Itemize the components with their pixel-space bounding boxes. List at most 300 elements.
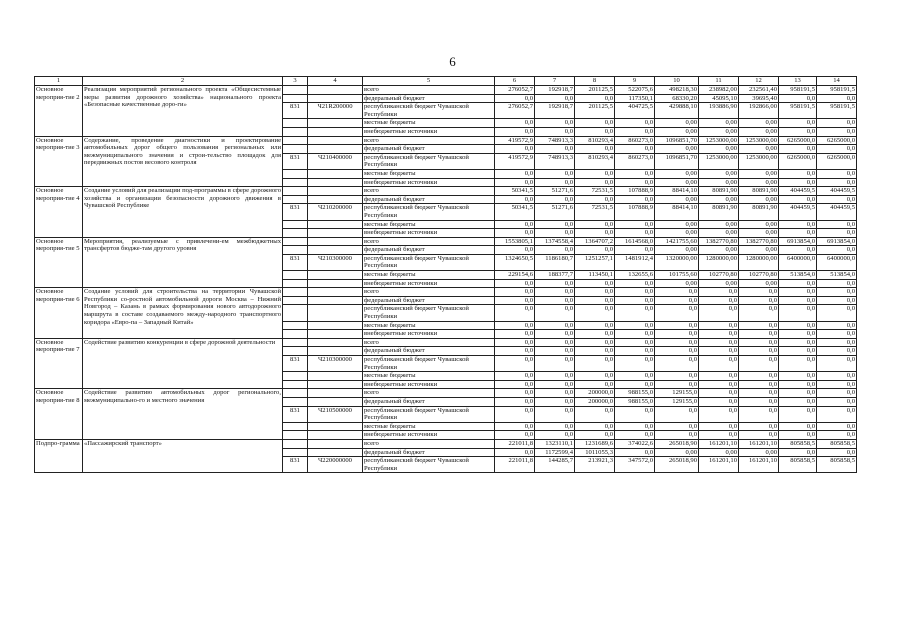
funding-value: 0,0 <box>615 372 655 381</box>
funding-value: 129155,0 <box>655 397 699 406</box>
classification-code <box>308 288 363 297</box>
funding-value: 0,0 <box>779 356 817 372</box>
classification-code <box>308 380 363 389</box>
grbs-code <box>283 136 308 145</box>
funding-value: 6913854,0 <box>817 237 857 246</box>
funding-source: федеральный бюджет <box>363 145 495 154</box>
funding-value: 0,0 <box>655 288 699 297</box>
funding-value: 0,0 <box>495 178 535 187</box>
funding-value: 0,0 <box>739 372 779 381</box>
funding-value: 0,0 <box>817 330 857 339</box>
funding-value: 0,0 <box>535 119 575 128</box>
measure-type: Основное мероприя-тие 4 <box>35 187 83 238</box>
classification-code <box>308 279 363 288</box>
funding-value: 0,0 <box>817 178 857 187</box>
funding-value: 0,0 <box>575 220 615 229</box>
column-number-row <box>35 77 857 86</box>
funding-value: 404459,5 <box>779 204 817 220</box>
measure-description: «Пассажирский транспорт» <box>83 439 283 472</box>
funding-value: 0,0 <box>779 246 817 255</box>
funding-value: 0,0 <box>655 305 699 321</box>
funding-value: 1320000,00 <box>655 254 699 270</box>
funding-value: 0,0 <box>495 279 535 288</box>
funding-value: 276052,7 <box>495 103 535 119</box>
funding-value: 0,0 <box>615 229 655 238</box>
funding-source: местные бюджеты <box>363 169 495 178</box>
grbs-code <box>283 397 308 406</box>
funding-value: 88414,10 <box>655 187 699 196</box>
funding-value: 988155,0 <box>615 389 655 398</box>
funding-value: 404459,5 <box>817 204 857 220</box>
funding-value: 80891,90 <box>739 187 779 196</box>
funding-value: 0,00 <box>655 448 699 457</box>
funding-value: 0,0 <box>779 169 817 178</box>
grbs-code <box>283 389 308 398</box>
funding-value: 265018,90 <box>655 439 699 448</box>
classification-code <box>308 145 363 154</box>
funding-value: 0,0 <box>615 220 655 229</box>
funding-value: 1253000,00 <box>739 136 779 145</box>
funding-value: 0,0 <box>615 279 655 288</box>
funding-value: 0,00 <box>739 127 779 136</box>
funding-value: 0,0 <box>779 279 817 288</box>
funding-value: 0,0 <box>779 220 817 229</box>
grbs-code <box>283 305 308 321</box>
funding-value: 0,0 <box>699 422 739 431</box>
funding-value: 958191,5 <box>779 86 817 95</box>
grbs-code <box>283 220 308 229</box>
funding-source: внебюджетные источники <box>363 178 495 187</box>
funding-value: 429888,10 <box>655 103 699 119</box>
funding-value: 50341,5 <box>495 204 535 220</box>
funding-value: 0,0 <box>817 279 857 288</box>
funding-value: 0,0 <box>817 288 857 297</box>
funding-value: 0,0 <box>817 305 857 321</box>
column-number: 13 <box>779 77 817 86</box>
funding-value: 72531,5 <box>575 204 615 220</box>
funding-value: 39695,40 <box>739 94 779 103</box>
funding-value: 161201,10 <box>699 439 739 448</box>
funding-source: внебюджетные источники <box>363 127 495 136</box>
classification-code <box>308 246 363 255</box>
funding-value: 0,0 <box>739 330 779 339</box>
funding-value: 0,0 <box>779 347 817 356</box>
funding-value: 0,0 <box>817 422 857 431</box>
table-row <box>35 389 857 398</box>
classification-code <box>308 237 363 246</box>
funding-value: 0,0 <box>575 305 615 321</box>
funding-value: 0,0 <box>655 347 699 356</box>
funding-value: 0,0 <box>699 356 739 372</box>
funding-value: 88414,10 <box>655 204 699 220</box>
grbs-code <box>283 246 308 255</box>
funding-value: 0,0 <box>495 305 535 321</box>
funding-source: местные бюджеты <box>363 271 495 280</box>
funding-value: 404459,5 <box>779 187 817 196</box>
column-number: 9 <box>615 77 655 86</box>
budget-table-body <box>35 77 857 473</box>
funding-value: 0,00 <box>699 119 739 128</box>
funding-source: всего <box>363 136 495 145</box>
funding-value: 0,0 <box>779 296 817 305</box>
classification-code: Ч210300000 <box>308 356 363 372</box>
funding-value: 0,0 <box>655 372 699 381</box>
measure-type: Подпро-грамма <box>35 439 83 472</box>
funding-value: 0,0 <box>535 389 575 398</box>
funding-value: 0,0 <box>575 347 615 356</box>
funding-value: 0,0 <box>575 229 615 238</box>
classification-code <box>308 136 363 145</box>
funding-value: 0,0 <box>615 422 655 431</box>
classification-code <box>308 422 363 431</box>
funding-value: 0,0 <box>779 338 817 347</box>
funding-value: 0,0 <box>575 145 615 154</box>
measure-type: Основное мероприя-тие 3 <box>35 136 83 187</box>
grbs-code <box>283 229 308 238</box>
classification-code <box>308 127 363 136</box>
funding-value: 50341,5 <box>495 187 535 196</box>
funding-value: 0,00 <box>655 195 699 204</box>
funding-value: 51271,6 <box>535 204 575 220</box>
funding-value: 113450,1 <box>575 271 615 280</box>
funding-source: внебюджетные источники <box>363 229 495 238</box>
funding-value: 0,0 <box>575 279 615 288</box>
funding-value: 805858,5 <box>779 439 817 448</box>
funding-value: 0,0 <box>495 406 535 422</box>
funding-value: 0,0 <box>535 330 575 339</box>
funding-source: всего <box>363 338 495 347</box>
funding-value: 0,0 <box>779 145 817 154</box>
funding-value: 0,0 <box>495 246 535 255</box>
grbs-code <box>283 448 308 457</box>
classification-code <box>308 321 363 330</box>
funding-value: 201125,5 <box>575 86 615 95</box>
funding-value: 1614568,0 <box>615 237 655 246</box>
funding-value: 200000,0 <box>575 397 615 406</box>
grbs-code <box>283 145 308 154</box>
funding-value: 958191,5 <box>817 103 857 119</box>
funding-value: 192866,00 <box>739 103 779 119</box>
table-row <box>35 136 857 145</box>
funding-value: 347572,0 <box>615 457 655 473</box>
grbs-code <box>283 347 308 356</box>
funding-source: всего <box>363 389 495 398</box>
funding-value: 0,0 <box>535 229 575 238</box>
grbs-code: 831 <box>283 204 308 220</box>
funding-value: 0,00 <box>739 195 779 204</box>
funding-value: 0,0 <box>655 356 699 372</box>
funding-value: 0,0 <box>739 347 779 356</box>
funding-value: 0,0 <box>495 422 535 431</box>
funding-value: 0,00 <box>655 127 699 136</box>
funding-value: 0,0 <box>779 330 817 339</box>
funding-value: 0,0 <box>779 389 817 398</box>
funding-value: 0,00 <box>655 145 699 154</box>
funding-value: 0,0 <box>655 431 699 440</box>
classification-code <box>308 448 363 457</box>
funding-value: 0,0 <box>779 380 817 389</box>
funding-source: республиканский бюджет Чувашской Республики <box>363 153 495 169</box>
funding-value: 0,0 <box>779 305 817 321</box>
funding-value: 0,0 <box>615 330 655 339</box>
funding-value: 0,0 <box>615 321 655 330</box>
funding-value: 0,0 <box>779 127 817 136</box>
funding-value: 0,0 <box>699 372 739 381</box>
grbs-code <box>283 330 308 339</box>
grbs-code: 831 <box>283 356 308 372</box>
classification-code <box>308 439 363 448</box>
classification-code <box>308 296 363 305</box>
grbs-code <box>283 195 308 204</box>
funding-value: 0,0 <box>817 296 857 305</box>
funding-value: 0,0 <box>779 94 817 103</box>
funding-value: 0,0 <box>495 330 535 339</box>
funding-value: 958191,5 <box>817 86 857 95</box>
funding-value: 0,0 <box>655 296 699 305</box>
funding-value: 0,0 <box>615 178 655 187</box>
funding-value: 0,0 <box>739 422 779 431</box>
classification-code: Ч210300000 <box>308 254 363 270</box>
funding-source: федеральный бюджет <box>363 246 495 255</box>
funding-value: 221011,8 <box>495 457 535 473</box>
grbs-code <box>283 288 308 297</box>
funding-value: 0,0 <box>655 330 699 339</box>
funding-value: 144285,7 <box>535 457 575 473</box>
budget-table <box>34 76 857 473</box>
classification-code <box>308 372 363 381</box>
funding-value: 0,0 <box>817 338 857 347</box>
funding-value: 748913,3 <box>535 153 575 169</box>
funding-value: 0,0 <box>575 431 615 440</box>
funding-value: 232561,40 <box>739 86 779 95</box>
funding-value: 0,0 <box>699 296 739 305</box>
funding-value: 0,0 <box>817 195 857 204</box>
funding-value: 805858,5 <box>779 457 817 473</box>
funding-value: 0,00 <box>655 178 699 187</box>
funding-value: 810293,4 <box>575 153 615 169</box>
funding-value: 0,0 <box>817 372 857 381</box>
funding-value: 0,0 <box>817 321 857 330</box>
funding-source: федеральный бюджет <box>363 296 495 305</box>
funding-value: 0,0 <box>495 380 535 389</box>
grbs-code: 831 <box>283 406 308 422</box>
funding-value: 0,0 <box>817 406 857 422</box>
funding-value: 0,0 <box>779 195 817 204</box>
classification-code: Ч210500000 <box>308 406 363 422</box>
funding-value: 161201,10 <box>699 457 739 473</box>
funding-value: 107888,9 <box>615 187 655 196</box>
funding-value: 1253000,00 <box>699 136 739 145</box>
funding-value: 0,0 <box>495 288 535 297</box>
funding-value: 238982,00 <box>699 86 739 95</box>
measure-description: Мероприятия, реализуемые с привлечени-ем межбюджетных трансфертов бюдже-там другого уровня <box>83 237 283 288</box>
grbs-code <box>283 431 308 440</box>
table-row <box>35 187 857 196</box>
funding-value: 0,0 <box>535 347 575 356</box>
funding-source: федеральный бюджет <box>363 448 495 457</box>
measure-description: Реализация мероприятий регионального проекта «Общесистемные меры развития дорожного хозяйства» национального проекта «Безопасные качественные доро-ги» <box>83 86 283 137</box>
funding-value: 0,0 <box>739 356 779 372</box>
funding-value: 0,0 <box>495 195 535 204</box>
funding-source: республиканский бюджет Чувашской Республики <box>363 457 495 473</box>
column-number: 4 <box>308 77 363 86</box>
funding-value: 80891,90 <box>739 204 779 220</box>
funding-value: 0,0 <box>575 406 615 422</box>
column-number: 8 <box>575 77 615 86</box>
funding-value: 805858,5 <box>817 439 857 448</box>
funding-value: 6913854,0 <box>779 237 817 246</box>
measure-description: Содействие развитию автомобильных дорог регионального, межмуниципально-го и местного значения <box>83 389 283 440</box>
funding-value: 68330,20 <box>655 94 699 103</box>
grbs-code <box>283 178 308 187</box>
funding-value: 0,0 <box>535 178 575 187</box>
funding-value: 0,0 <box>739 305 779 321</box>
funding-value: 0,0 <box>615 119 655 128</box>
funding-value: 0,0 <box>779 321 817 330</box>
funding-value: 0,0 <box>495 389 535 398</box>
funding-source: местные бюджеты <box>363 422 495 431</box>
grbs-code <box>283 169 308 178</box>
measure-description: Создание условий для строительства на территории Чувашской Республики со-ростной автомобильной дороги Москва – Нижний Новгород – Казань в рамках формирования нового автодорожного маршрута в составе создаваемого между-народного транспортного коридора «Евро-па – Западный Китай» <box>83 288 283 339</box>
funding-value: 1280000,00 <box>739 254 779 270</box>
funding-source: всего <box>363 86 495 95</box>
classification-code <box>308 86 363 95</box>
funding-value: 276052,7 <box>495 86 535 95</box>
funding-value: 0,0 <box>817 220 857 229</box>
classification-code <box>308 187 363 196</box>
funding-value: 0,0 <box>655 406 699 422</box>
funding-value: 0,0 <box>779 397 817 406</box>
funding-source: всего <box>363 187 495 196</box>
funding-value: 192918,7 <box>535 103 575 119</box>
funding-value: 192918,7 <box>535 86 575 95</box>
grbs-code: 831 <box>283 103 308 119</box>
funding-value: 0,0 <box>817 169 857 178</box>
funding-source: республиканский бюджет Чувашской Республики <box>363 254 495 270</box>
funding-value: 0,0 <box>779 448 817 457</box>
measure-type: Основное мероприя-тие 8 <box>35 389 83 440</box>
funding-value: 0,0 <box>535 431 575 440</box>
funding-value: 1251257,1 <box>575 254 615 270</box>
funding-value: 0,0 <box>817 127 857 136</box>
column-number: 1 <box>35 77 83 86</box>
classification-code <box>308 338 363 347</box>
funding-value: 1421755,60 <box>655 237 699 246</box>
funding-value: 0,0 <box>699 321 739 330</box>
funding-value: 1364707,2 <box>575 237 615 246</box>
funding-source: федеральный бюджет <box>363 195 495 204</box>
column-number: 5 <box>363 77 495 86</box>
funding-value: 0,0 <box>495 127 535 136</box>
funding-source: федеральный бюджет <box>363 94 495 103</box>
funding-value: 1553805,1 <box>495 237 535 246</box>
funding-value: 0,00 <box>655 279 699 288</box>
funding-value: 0,0 <box>575 422 615 431</box>
funding-value: 0,0 <box>817 246 857 255</box>
funding-value: 0,0 <box>495 431 535 440</box>
funding-value: 0,0 <box>817 347 857 356</box>
funding-value: 860273,0 <box>615 136 655 145</box>
measure-type: Основное мероприя-тие 7 <box>35 338 83 389</box>
funding-value: 0,0 <box>615 195 655 204</box>
funding-value: 0,0 <box>615 406 655 422</box>
funding-value: 0,0 <box>817 119 857 128</box>
funding-value: 0,0 <box>495 347 535 356</box>
funding-value: 810293,4 <box>575 136 615 145</box>
funding-value: 0,0 <box>575 94 615 103</box>
funding-value: 513854,0 <box>779 271 817 280</box>
grbs-code <box>283 422 308 431</box>
funding-value: 0,0 <box>739 321 779 330</box>
classification-code: Ч21R200000 <box>308 103 363 119</box>
funding-value: 0,0 <box>575 338 615 347</box>
classification-code <box>308 431 363 440</box>
classification-code <box>308 271 363 280</box>
funding-value: 161201,10 <box>739 439 779 448</box>
grbs-code <box>283 380 308 389</box>
funding-value: 419572,9 <box>495 136 535 145</box>
funding-value: 0,0 <box>495 220 535 229</box>
funding-value: 0,0 <box>817 380 857 389</box>
funding-value: 0,00 <box>739 448 779 457</box>
funding-source: всего <box>363 237 495 246</box>
funding-value: 404459,5 <box>817 187 857 196</box>
funding-value: 0,0 <box>615 380 655 389</box>
funding-value: 0,0 <box>495 448 535 457</box>
funding-value: 0,00 <box>655 229 699 238</box>
funding-value: 0,0 <box>699 397 739 406</box>
funding-value: 988155,0 <box>615 397 655 406</box>
grbs-code: 831 <box>283 457 308 473</box>
funding-value: 513854,0 <box>817 271 857 280</box>
funding-value: 188377,7 <box>535 271 575 280</box>
funding-value: 129155,0 <box>655 389 699 398</box>
funding-value: 0,0 <box>535 338 575 347</box>
funding-value: 0,0 <box>535 94 575 103</box>
funding-value: 132655,6 <box>615 271 655 280</box>
funding-value: 0,00 <box>699 195 739 204</box>
funding-value: 0,00 <box>739 229 779 238</box>
funding-value: 0,0 <box>779 178 817 187</box>
classification-code <box>308 178 363 187</box>
funding-value: 6265000,0 <box>779 136 817 145</box>
funding-value: 404725,5 <box>615 103 655 119</box>
classification-code <box>308 169 363 178</box>
funding-value: 1011055,3 <box>575 448 615 457</box>
classification-code <box>308 330 363 339</box>
funding-value: 6400000,0 <box>817 254 857 270</box>
funding-value: 0,0 <box>699 330 739 339</box>
funding-value: 101755,60 <box>655 271 699 280</box>
funding-value: 1096851,70 <box>655 153 699 169</box>
funding-value: 0,0 <box>535 422 575 431</box>
funding-value: 0,0 <box>817 145 857 154</box>
funding-value: 0,00 <box>699 246 739 255</box>
funding-value: 0,0 <box>699 305 739 321</box>
funding-value: 0,0 <box>615 338 655 347</box>
classification-code: Ч210400000 <box>308 153 363 169</box>
funding-value: 0,0 <box>779 229 817 238</box>
funding-value: 1481912,4 <box>615 254 655 270</box>
funding-value: 0,0 <box>779 372 817 381</box>
grbs-code <box>283 127 308 136</box>
funding-value: 498218,30 <box>655 86 699 95</box>
funding-source: всего <box>363 288 495 297</box>
funding-value: 0,0 <box>817 397 857 406</box>
funding-value: 1374558,4 <box>535 237 575 246</box>
classification-code <box>308 94 363 103</box>
funding-value: 0,0 <box>615 431 655 440</box>
